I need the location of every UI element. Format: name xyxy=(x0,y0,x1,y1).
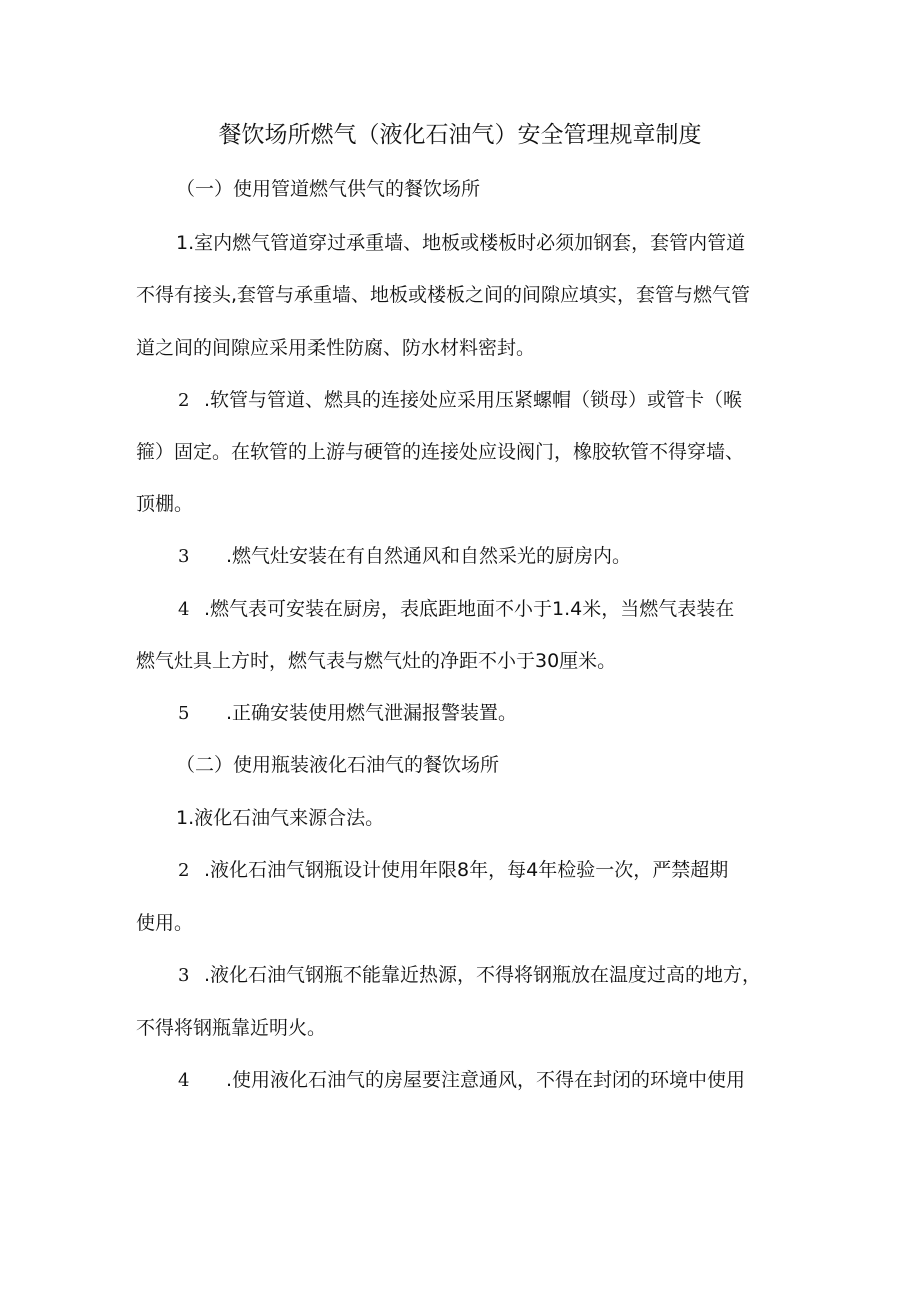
s1-item4-line2: 燃气灶具上方时，燃气表与燃气灶的净距不小于30厘米。 xyxy=(136,650,617,672)
s1-item2-text: .软管与管道、燃具的连接处应采用压紧螺帽（锁母）或管卡（喉 xyxy=(204,389,743,411)
s1-item5-line1 xyxy=(178,698,517,729)
s1-item3-text: .燃气灶安装在有自然通风和自然采光的厨房内。 xyxy=(226,545,632,567)
document-title: 餐饮场所燃气（液化石油气）安全管理规章制度 xyxy=(218,122,702,148)
s1-item3-line1 xyxy=(178,541,631,572)
s1-item5-text: .正确安装使用燃气泄漏报警装置。 xyxy=(226,702,518,724)
section-heading-1: （一）使用管道燃气供气的餐饮场所 xyxy=(176,178,481,200)
s2-item1-line1: 1.液化石油气来源合法。 xyxy=(176,807,385,829)
s1-item2-line1 xyxy=(178,385,742,416)
s2-item3-text: .液化石油气钢瓶不能靠近热源，不得将钢瓶放在温度过高的地方， xyxy=(204,964,762,986)
s1-item4-number: 4 xyxy=(178,599,190,620)
s1-item2-line3: 顶棚。 xyxy=(136,493,194,515)
s1-item1-line3: 道之间的间隙应采用柔性防腐、防水材料密封。 xyxy=(136,337,536,359)
s1-item1-line2: 不得有接头,套管与承重墙、地板或楼板之间的间隙应填实，套管与燃气管 xyxy=(136,284,751,306)
s2-item3-line1 xyxy=(178,960,761,991)
s2-item4-number: 4 xyxy=(178,1070,190,1091)
s2-item2-line2: 使用。 xyxy=(136,912,194,934)
s1-item4-line1 xyxy=(178,594,734,625)
s2-item2-line1 xyxy=(178,855,728,886)
s1-item1-line1: 1.室内燃气管道穿过承重墙、地板或楼板时必须加钢套，套管内管道 xyxy=(176,232,746,254)
s2-item2-text: .液化石油气钢瓶设计使用年限8年，每4年检验一次，严禁超期 xyxy=(204,859,729,881)
s2-item3-number: 3 xyxy=(178,965,190,986)
s1-item2-number: 2 xyxy=(178,390,190,411)
s1-item2-line2: 箍）固定。在软管的上游与硬管的连接处应设阀门，橡胶软管不得穿墙、 xyxy=(136,441,745,463)
section-heading-2: （二）使用瓶装液化石油气的餐饮场所 xyxy=(176,754,500,776)
s2-item4-line1 xyxy=(178,1065,745,1096)
s1-item3-number: 3 xyxy=(178,546,190,567)
s2-item4-text: .使用液化石油气的房屋要注意通风，不得在封闭的环境中使用 xyxy=(226,1069,746,1091)
s1-item5-number: 5 xyxy=(178,703,190,724)
s2-item3-line2: 不得将钢瓶靠近明火。 xyxy=(136,1017,327,1039)
s1-item4-text: .燃气表可安装在厨房，表底距地面不小于1.4米，当燃气表装在 xyxy=(204,598,735,620)
s2-item2-number: 2 xyxy=(178,860,190,881)
